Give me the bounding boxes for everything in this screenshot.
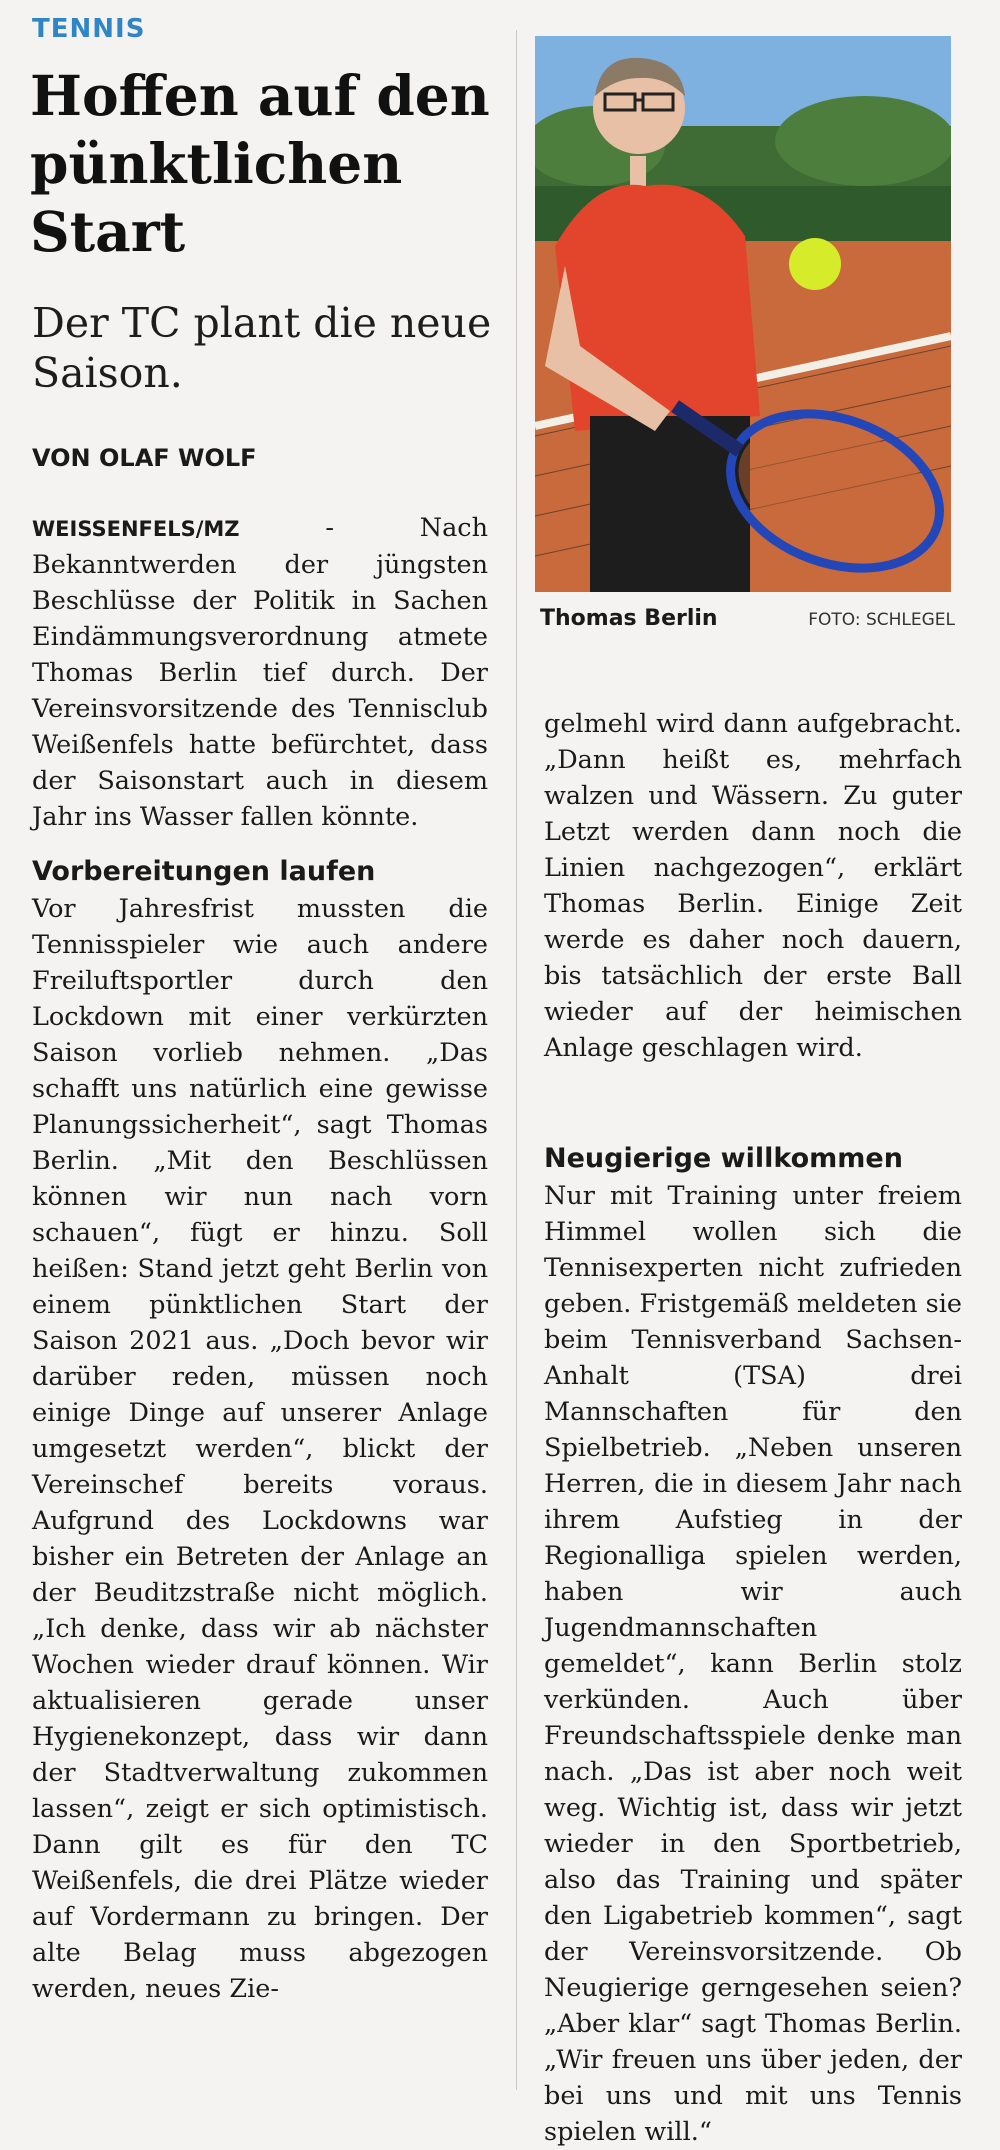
article-column-right-bottom [544, 1140, 962, 2150]
photo-caption [540, 606, 955, 631]
article-column-left [32, 510, 488, 2007]
article-photo [535, 36, 951, 592]
section2-text: Nur mit Training unter freiem Himmel wollen sich die Tennisexperten nicht zufrieden geben. Fristgemäß meldeten sie beim Tennisverband Sachsen-Anhalt (TSA) drei Mannschaften für den Spielbetrieb. „Neben unseren Herren, die in diesem Jahr nach ihrem Aufstieg in der Regionalliga spielen werden, haben wir auch Jugendmannschaften gemeldet“, kann Berlin stolz verkünden. Auch über Freundschaftsspiele denke man nach. „Das ist aber noch weit weg. Wichtig ist, dass wir jetzt wieder in den Sportbetrieb, also das Training und später den Ligabetrieb kommen“, sagt der Vereinsvorsitzende. Ob Neugierige gerngesehen seien? „Aber klar“ sagt Thomas Berlin. „Wir freuen uns über jeden, der bei uns und mit uns Tennis spielen will.“ [544, 1181, 962, 2147]
byline: VON OLAF WOLF [32, 444, 257, 472]
article-column-right-top [544, 706, 962, 1066]
section2-heading: Neugierige willkommen [544, 1143, 903, 1174]
lead-text: - Nach Bekanntwerden der jüngsten Beschlüsse der Politik in Sachen Eindämmungsverordnung atmete Thomas Berlin tief durch. Der Vereinsvorsitzende des Tennisclub Weißenfels hatte befürchtet, dass der Saisonstart auch in diesem Jahr ins Wasser fallen könnte. [32, 513, 488, 832]
section-label: TENNIS [32, 14, 146, 44]
photo-illustration [535, 36, 951, 592]
caption-name: Thomas Berlin [540, 606, 718, 631]
dateline: WEISSENFELS/MZ [32, 517, 240, 541]
column-divider [516, 30, 517, 2090]
section1-heading: Vorbereitungen laufen [32, 856, 376, 887]
section1-continued: gelmehl wird dann aufgebracht. „Dann heißt es, mehrfach walzen und Wässern. Zu guter Letzt werden dann noch die Linien nachgezogen“, erklärt Thomas Berlin. Einige Zeit werde es daher noch dauern, bis tatsächlich der erste Ball wieder auf der heimischen Anlage geschlagen wird. [544, 709, 962, 1063]
section1-text: Vor Jahresfrist mussten die Tennisspieler wie auch andere Freiluftsportler durch den Lockdown mit einer verkürzten Saison vorlieb nehmen. „Das schafft uns natürlich eine gewisse Planungssicherheit“, sagt Thomas Berlin. „Mit den Beschlüssen können wir nun nach vorn schauen“, fügt er hinzu. Soll heißen: Stand jetzt geht Berlin von einem pünktlichen Start der Saison 2021 aus. „Doch bevor wir darüber reden, müssen noch einige Dinge auf unserer Anlage umgesetzt werden“, blickt der Vereinschef bereits voraus. Aufgrund des Lockdowns war bisher ein Betreten der Anlage an der Beuditzstraße nicht möglich. „Ich denke, dass wir ab nächster Wochen wieder drauf können. Wir aktualisieren gerade unser Hygienekonzept, dass wir dann der Stadtverwaltung zukommen lassen“, zeigt er sich optimistisch. Dann gilt es für den TC Weißenfels, die drei Plätze wieder auf Vordermann zu bringen. Der alte Belag muss abgezogen werden, neues Zie- [32, 894, 488, 2004]
lead-paragraph [32, 510, 488, 835]
photo-credit: FOTO: SCHLEGEL [808, 610, 955, 630]
subheadline: Der TC plant die neue Saison. [32, 299, 492, 397]
headline: Hoffen auf den pünktlichen Start [30, 63, 490, 264]
